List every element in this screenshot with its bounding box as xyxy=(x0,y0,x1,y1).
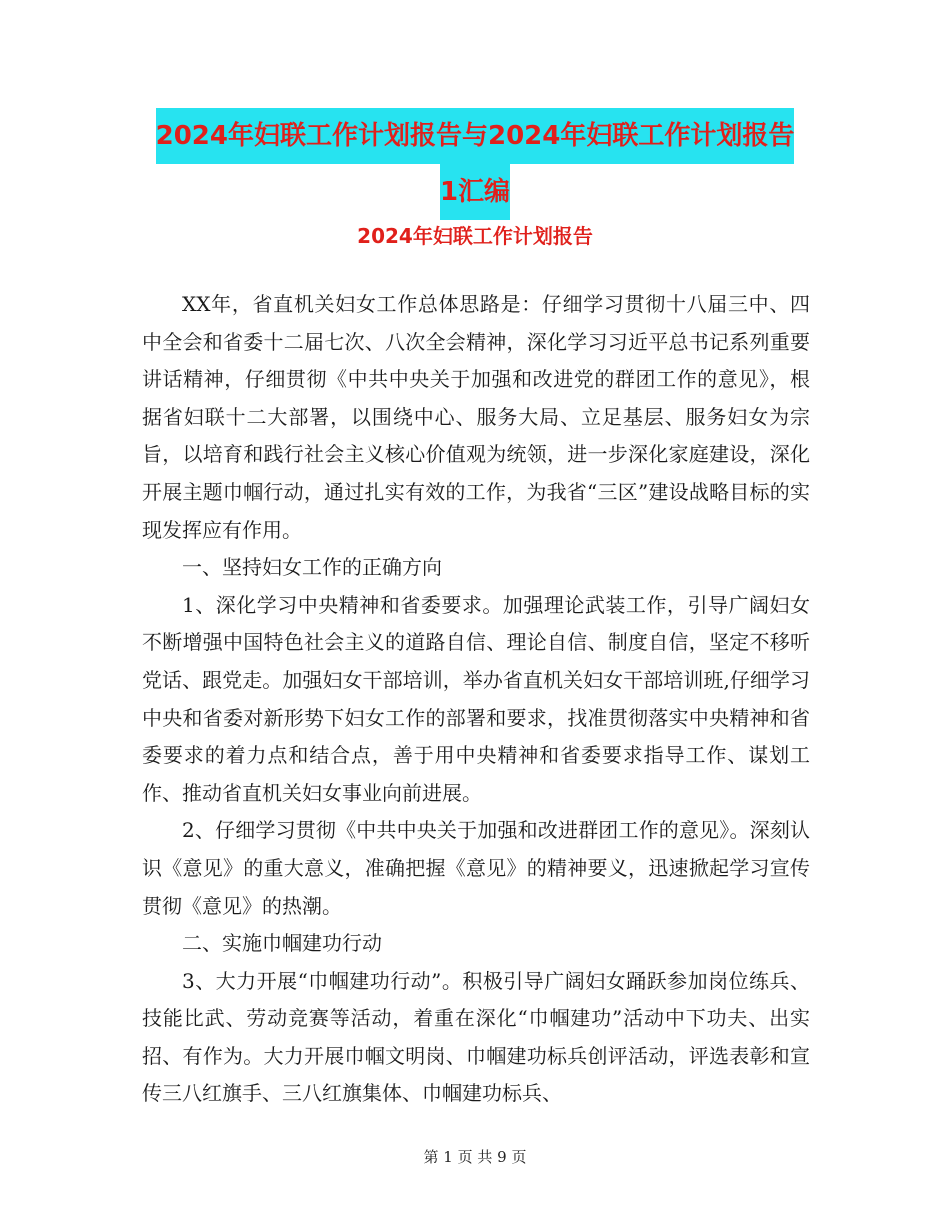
paragraph-item-3: 3、大力开展“巾帼建功行动”。积极引导广阔妇女踊跃参加岗位练兵、技能比武、劳动竞赛等活动，着重在深化“巾帼建功”活动中下功夫、出实招、有作为。大力开展巾帼文明岗、巾帼建功标兵创评活动，评选表彰和宣传三八红旗手、三八红旗集体、巾帼建功标兵、 xyxy=(142,968,810,1106)
document-title-line-1: 2024年妇联工作计划报告与2024年妇联工作计划报告 xyxy=(156,108,795,164)
paragraph-intro: XX年，省直机关妇女工作总体思路是：仔细学习贯彻十八届三中、四中全会和省委十二届七次、八次全会精神，深化学习习近平总书记系列重要讲话精神，仔细贯彻《中共中央关于加强和改进党的群团工作的意见》，根据省妇联十二大部署，以围绕中心、服务大局、立足基层、服务妇女为宗旨，以培育和践行社会主义核心价值观为统领，进一步深化家庭建设，深化开展主题巾帼行动，通过扎实有效的工作，为我省“三区”建设战略目标的实现发挥应有作用。 xyxy=(142,292,810,542)
document-title xyxy=(0,108,950,220)
section-title: 2024年妇联工作计划报告 xyxy=(357,224,593,248)
heading-section-1: 一、坚持妇女工作的正确方向 xyxy=(182,555,442,580)
page-number-footer: 第 1 页 共 9 页 xyxy=(423,1148,527,1166)
document-title-line-2: 1汇编 xyxy=(440,164,510,220)
paragraph-item-1: 1、深化学习中央精神和省委要求。加强理论武装工作，引导广阔妇女不断增强中国特色社会主义的道路自信、理论自信、制度自信，坚定不移听党话、跟党走。加强妇女干部培训，举办省直机关妇女干部培训班,仔细学习中央和省委对新形势下妇女工作的部署和要求，找准贯彻落实中央精神和省委要求的着力点和结合点，善于用中央精神和省委要求指导工作、谋划工作、推动省直机关妇女事业向前进展。 xyxy=(142,592,810,805)
paragraph-item-2: 2、仔细学习贯彻《中共中央关于加强和改进群团工作的意见》。深刻认识《意见》的重大意义，准确把握《意见》的精神要义，迅速掀起学习宣传贯彻《意见》的热潮。 xyxy=(142,818,810,918)
heading-section-2: 二、实施巾帼建功行动 xyxy=(182,931,382,956)
document-body xyxy=(142,286,810,1113)
